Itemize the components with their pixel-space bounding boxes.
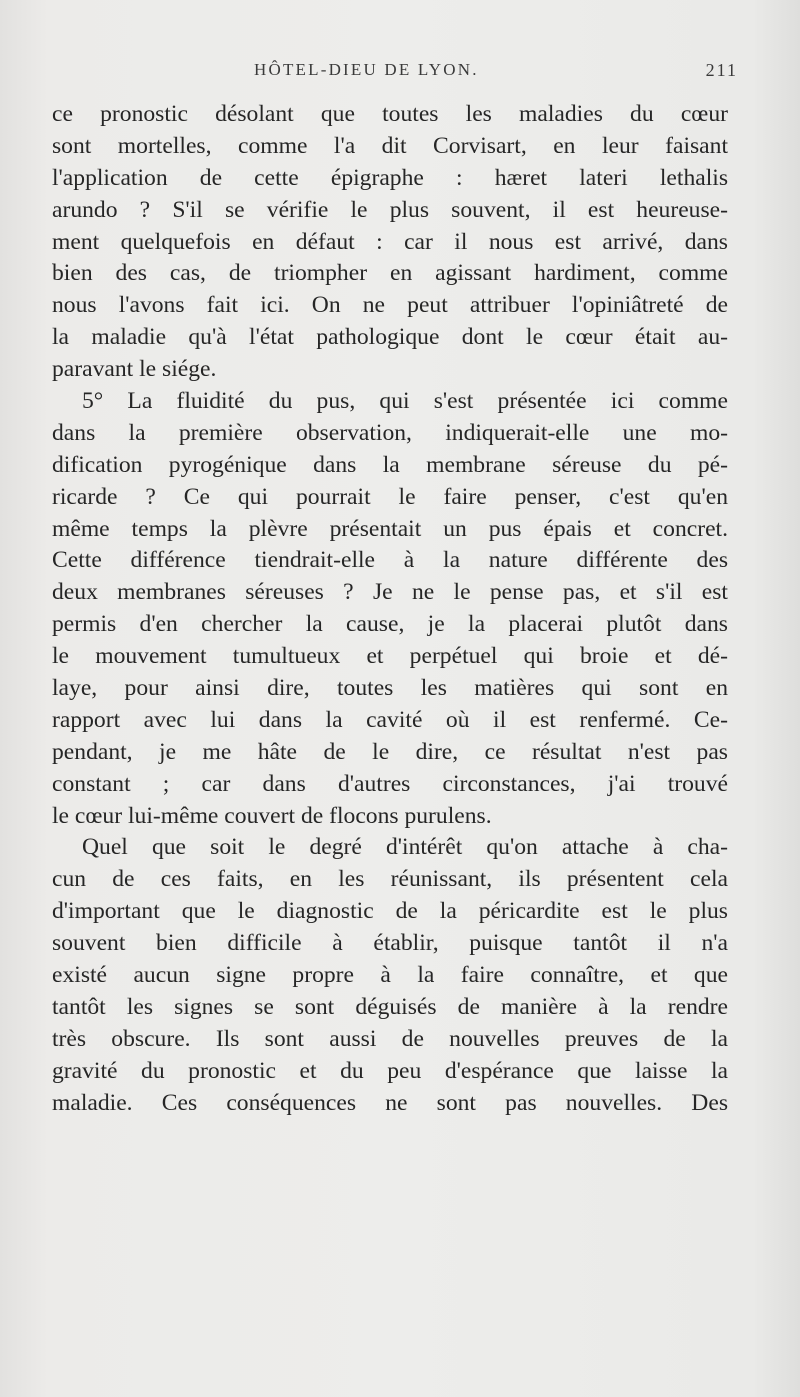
text-line: cun de ces faits, en les réunissant, ils présentent cela (52, 866, 728, 893)
text-line: constant ; car dans d'autres circonstances, j'ai trouvé (52, 770, 728, 797)
text-line: Cette différence tiendrait-elle à la nature différente des (52, 547, 728, 574)
text-line: gravité du pronostic et du peu d'espérance que laisse la (52, 1057, 728, 1084)
text-line: l'application de cette épigraphe : hæret lateri lethalis (52, 164, 728, 191)
text-line: rapport avec lui dans la cavité où il est renfermé. Ce- (52, 706, 728, 733)
text-line: existé aucun signe propre à la faire connaître, et que (52, 962, 728, 989)
text-line: le mouvement tumultueux et perpétuel qui broie et dé- (52, 643, 728, 670)
text-line: pendant, je me hâte de le dire, ce résultat n'est pas (52, 738, 728, 765)
text-line: paravant le siége. (52, 356, 217, 383)
text-line: le cœur lui-même couvert de flocons purulens. (52, 802, 492, 829)
text-line: permis d'en chercher la cause, je la placerai plutôt dans (52, 611, 728, 638)
text-line: dans la première observation, indiquerait-elle une mo- (52, 419, 728, 446)
body-text (52, 99, 728, 1120)
text-line: ricarde ? Ce qui pourrait le faire penser, c'est qu'en (52, 483, 728, 510)
text-line: arundo ? S'il se vérifie le plus souvent, il est heureuse- (52, 196, 728, 223)
text-line: même temps la plèvre présentait un pus épais et concret. (52, 515, 728, 542)
text-line: très obscure. Ils sont aussi de nouvelles preuves de la (52, 1025, 728, 1052)
text-line: 5° La fluidité du pus, qui s'est présentée ici comme (82, 388, 728, 415)
text-line: bien des cas, de triompher en agissant hardiment, comme (52, 260, 728, 287)
text-line: Quel que soit le degré d'intérêt qu'on attache à cha- (82, 834, 728, 861)
text-line: nous l'avons fait ici. On ne peut attribuer l'opiniâtreté de (52, 292, 728, 319)
text-line: dification pyrogénique dans la membrane séreuse du pé- (52, 451, 728, 478)
text-line: tantôt les signes se sont déguisés de manière à la rendre (52, 993, 728, 1020)
text-line: maladie. Ces conséquences ne sont pas nouvelles. Des (52, 1089, 728, 1116)
page-number: 211 (705, 60, 738, 80)
text-line: d'important que le diagnostic de la péricardite est le plus (52, 898, 728, 925)
text-line: la maladie qu'à l'état pathologique dont le cœur était au- (52, 324, 728, 351)
text-line: souvent bien difficile à établir, puisque tantôt il n'a (52, 930, 728, 957)
text-line: ce pronostic désolant que toutes les maladies du cœur (52, 101, 728, 127)
running-header (0, 60, 800, 86)
running-title: HÔTEL-DIEU DE LYON. (254, 60, 479, 79)
text-line: sont mortelles, comme l'a dit Corvisart, en leur faisant (52, 132, 728, 159)
text-line: deux membranes séreuses ? Je ne le pense pas, et s'il est (52, 579, 728, 606)
text-line: laye, pour ainsi dire, toutes les matières qui sont en (52, 675, 728, 702)
text-line: ment quelquefois en défaut : car il nous est arrivé, dans (52, 228, 728, 255)
